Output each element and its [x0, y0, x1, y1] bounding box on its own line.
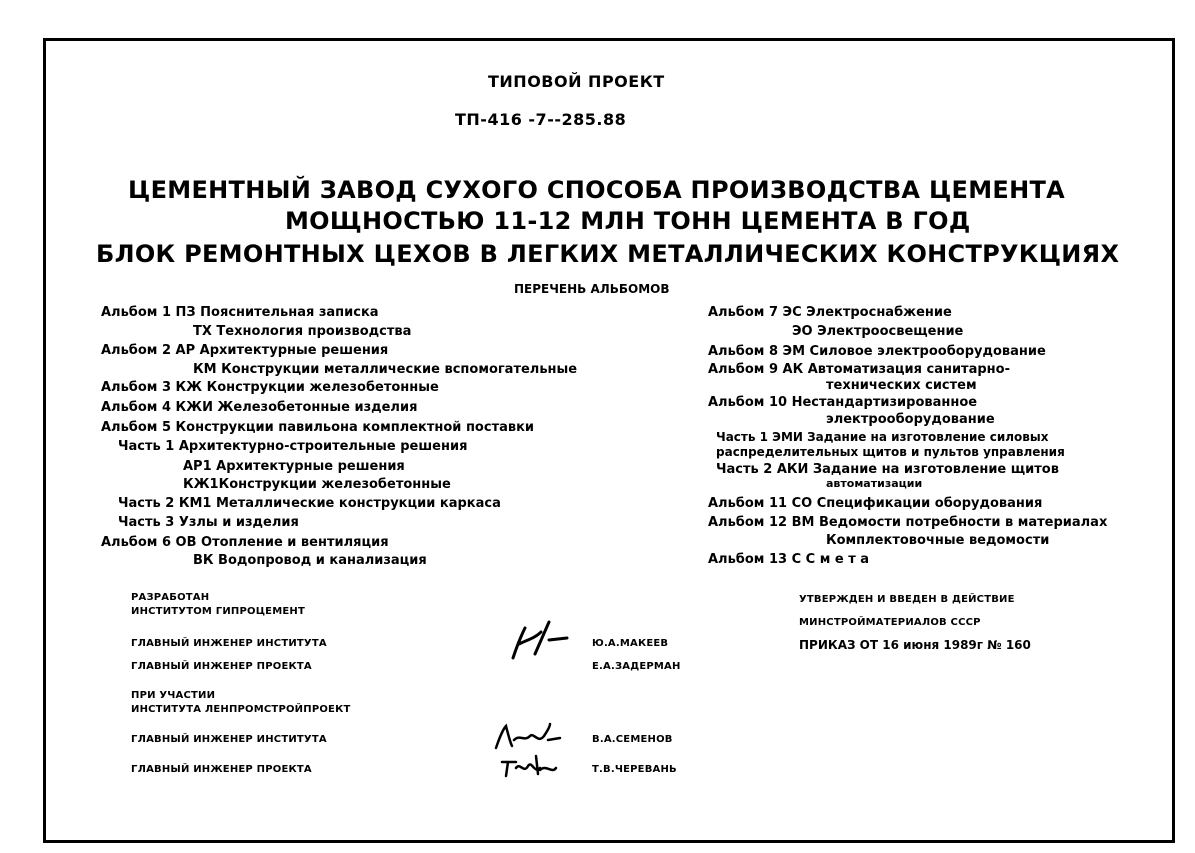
list-item: Альбом 5 Конструкции павильона комплектной поставки — [101, 420, 535, 435]
developer-line-2: ИНСТИТУТОМ ГИПРОЦЕМЕНТ — [131, 606, 305, 617]
list-item: распределительных щитов и пультов управления — [716, 445, 1065, 459]
developer-name-4: Т.В.ЧЕРЕВАНЬ — [592, 764, 677, 775]
developer-line-1: РАЗРАБОТАН — [131, 592, 210, 603]
list-item: Часть 3 Узлы и изделия — [118, 515, 299, 530]
signature-semenov — [490, 722, 570, 754]
list-item: Альбом 8 ЭМ Силовое электрооборудование — [708, 344, 1046, 359]
list-item: КМ Конструкции металлические вспомогательные — [193, 362, 578, 377]
participation-line-1: ПРИ УЧАСТИИ — [131, 690, 216, 701]
project-number: ТП-416 -7--285.88 — [455, 110, 627, 129]
list-item: автоматизации — [826, 477, 923, 490]
list-item: Часть 1 ЭМИ Задание на изготовление силовых — [716, 430, 1049, 444]
list-item: Альбом 11 СО Спецификации оборудования — [708, 496, 1043, 511]
title-line-2: МОЩНОСТЬЮ 11-12 МЛН ТОНН ЦЕМЕНТА В ГОД — [285, 207, 971, 235]
list-item: ТХ Технология производства — [193, 324, 412, 339]
list-item: Альбом 7 ЭС Электроснабжение — [708, 305, 952, 320]
list-item: Альбом 2 АР Архитектурные решения — [101, 343, 389, 358]
title-line-1: ЦЕМЕНТНЫЙ ЗАВОД СУХОГО СПОСОБА ПРОИЗВОДСТВА ЦЕМЕНТА — [128, 176, 1066, 204]
list-item: Альбом 1 ПЗ Пояснительная записка — [101, 305, 379, 320]
developer-name-2: Е.А.ЗАДЕРМАН — [592, 661, 681, 672]
list-item: Часть 2 АКИ Задание на изготовление щитов — [716, 462, 1059, 477]
title-line-3: БЛОК РЕМОНТНЫХ ЦЕХОВ В ЛЕГКИХ МЕТАЛЛИЧЕСКИХ КОНСТРУКЦИЯХ — [96, 240, 1120, 268]
list-item: Альбом 6 ОВ Отопление и вентиляция — [101, 535, 389, 550]
list-item: Альбом 12 ВМ Ведомости потребности в материалах — [708, 515, 1108, 530]
list-item: Альбом 9 АК Автоматизация санитарно- — [708, 362, 1010, 377]
list-item: Альбом 3 КЖ Конструкции железобетонные — [101, 380, 439, 395]
list-item: Альбом 10 Нестандартизированное — [708, 395, 978, 410]
developer-role-3: ГЛАВНЫЙ ИНЖЕНЕР ИНСТИТУТА — [131, 734, 327, 745]
list-item: ЭО Электроосвещение — [792, 324, 964, 339]
list-item: Альбом 13 С С м е т а — [708, 552, 870, 567]
list-item: Комплектовочные ведомости — [826, 533, 1050, 548]
developer-name-1: Ю.А.МАКЕЕВ — [592, 638, 669, 649]
list-item: Альбом 4 КЖИ Железобетонные изделия — [101, 400, 418, 415]
list-item: КЖ1Конструкции железобетонные — [183, 477, 451, 492]
list-item: технических систем — [826, 378, 977, 393]
project-type: ТИПОВОЙ ПРОЕКТ — [488, 72, 665, 91]
list-item: Часть 1 Архитектурно-строительные решения — [118, 439, 468, 454]
approval-order: ПРИКАЗ ОТ 16 июня 1989г № 160 — [799, 638, 1031, 652]
developer-name-3: В.А.СЕМЕНОВ — [592, 734, 673, 745]
developer-role-4: ГЛАВНЫЙ ИНЖЕНЕР ПРОЕКТА — [131, 764, 312, 775]
developer-role-2: ГЛАВНЫЙ ИНЖЕНЕР ПРОЕКТА — [131, 661, 312, 672]
signature-makeev — [505, 618, 575, 663]
list-item: ВК Водопровод и канализация — [193, 553, 427, 568]
signature-cherevan — [496, 752, 560, 780]
approval-line-1: УТВЕРЖДЕН И ВВЕДЕН В ДЕЙСТВИЕ — [799, 594, 1015, 605]
approval-line-2: МИНСТРОЙМАТЕРИАЛОВ СССР — [799, 617, 981, 628]
list-item: электрооборудование — [826, 412, 995, 427]
albums-heading: ПЕРЕЧЕНЬ АЛЬБОМОВ — [514, 282, 670, 296]
participation-line-2: ИНСТИТУТА ЛЕНПРОМСТРОЙПРОЕКТ — [131, 704, 351, 715]
list-item: Часть 2 КМ1 Металлические конструкции каркаса — [118, 496, 501, 511]
list-item: АР1 Архитектурные решения — [183, 459, 405, 474]
developer-role-1: ГЛАВНЫЙ ИНЖЕНЕР ИНСТИТУТА — [131, 638, 327, 649]
